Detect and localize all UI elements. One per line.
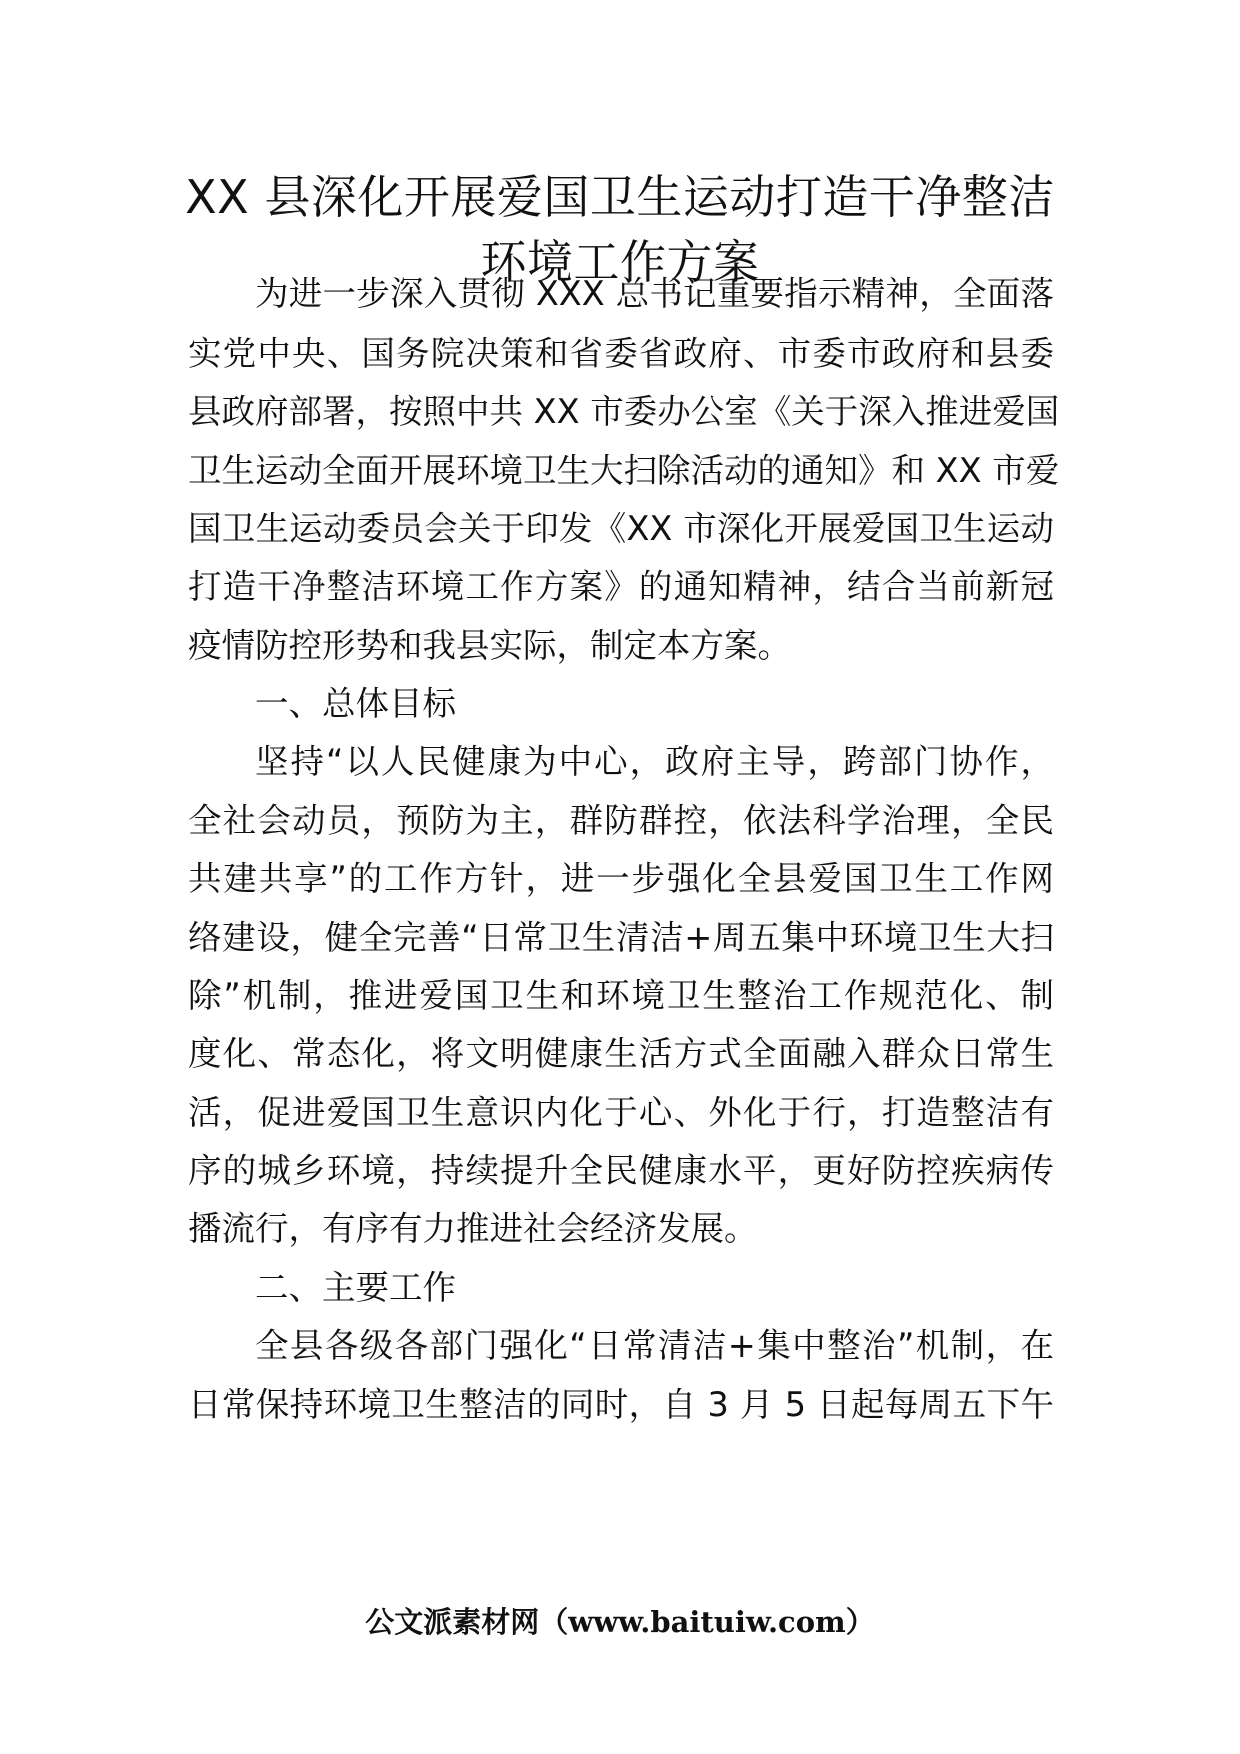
section-heading-2: 二、主要工作 bbox=[255, 1268, 456, 1307]
paragraph-goal-line: 度化、常态化，将文明健康生活方式全面融入群众日常生 bbox=[188, 1034, 1054, 1073]
paragraph-goal-line: 播流行，有序有力推进社会经济发展。 bbox=[188, 1209, 758, 1248]
paragraph-goal-line: 序的城乡环境，持续提升全民健康水平，更好防控疾病传 bbox=[188, 1151, 1054, 1190]
document-title-line-1: XX 县深化开展爱国卫生运动打造干净整洁 bbox=[185, 170, 1055, 224]
paragraph-goal-line: 络建设，健全完善“日常卫生清洁+周五集中环境卫生大扫 bbox=[188, 918, 1054, 957]
paragraph-goal-line: 除”机制，推进爱国卫生和环境卫生整治工作规范化、制 bbox=[188, 976, 1054, 1015]
paragraph-intro-line: 卫生运动全面开展环境卫生大扫除活动的通知》和 XX 市爱 bbox=[188, 451, 1060, 490]
paragraph-goal-line: 全社会动员，预防为主，群防群控，依法科学治理，全民 bbox=[188, 801, 1054, 840]
section-heading-1: 一、总体目标 bbox=[255, 684, 456, 723]
paragraph-intro-line: 县政府部署，按照中共 XX 市委办公室《关于深入推进爱国 bbox=[188, 392, 1060, 431]
paragraph-goal-line: 活，促进爱国卫生意识内化于心、外化于行，打造整洁有 bbox=[188, 1093, 1054, 1132]
paragraph-intro-line: 国卫生运动委员会关于印发《XX 市深化开展爱国卫生运动 bbox=[188, 509, 1054, 548]
paragraph-goal-line: 坚持“以人民健康为中心，政府主导，跨部门协作， bbox=[255, 742, 1054, 781]
paragraph-work-line: 全县各级各部门强化“日常清洁+集中整治”机制，在 bbox=[255, 1326, 1054, 1365]
footer-watermark: 公文派素材网（www.baituiw.com） bbox=[365, 1605, 875, 1639]
document-title-line-2: 环境工作方案 bbox=[480, 235, 760, 289]
paragraph-intro-line: 实党中央、国务院决策和省委省政府、市委市政府和县委 bbox=[188, 334, 1054, 373]
paragraph-goal-line: 共建共享”的工作方针，进一步强化全县爱国卫生工作网 bbox=[188, 859, 1054, 898]
paragraph-intro-line: 打造干净整洁环境工作方案》的通知精神，结合当前新冠 bbox=[188, 567, 1054, 606]
paragraph-intro-line: 疫情防控形势和我县实际，制定本方案。 bbox=[188, 626, 791, 665]
paragraph-work-line: 日常保持环境卫生整洁的同时，自 3 月 5 日起每周五下午 bbox=[188, 1385, 1054, 1424]
paragraph-intro-line: 为进一步深入贯彻 XXX 总书记重要指示精神，全面落 bbox=[255, 274, 1054, 313]
